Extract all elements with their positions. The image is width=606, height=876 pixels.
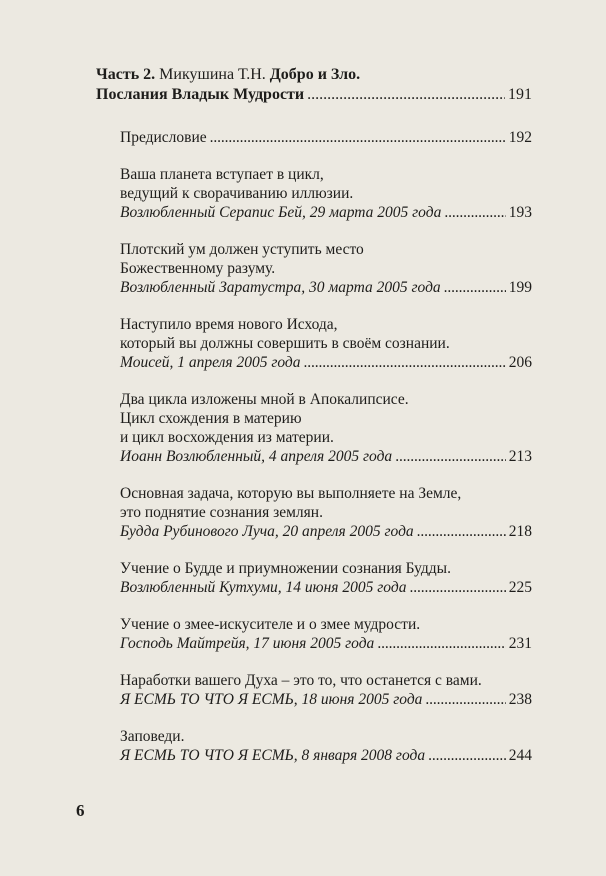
entry-attribution-row	[120, 447, 532, 466]
entry-title-line: это поднятие сознания землян.	[120, 504, 323, 521]
dot-leader	[425, 690, 505, 709]
entry-title-line: Ваша планета вступает в цикл,	[120, 166, 324, 183]
dot-leader	[395, 447, 506, 466]
entry-attribution-row	[120, 278, 532, 297]
entry-title-line: Два цикла изложены мной в Апокалипсисе.	[120, 391, 409, 408]
folio-page-number: 6	[76, 801, 85, 820]
entry-attribution: Предисловие	[120, 129, 207, 146]
author-name: Микушина Т.Н.	[159, 66, 266, 83]
dot-leader	[428, 746, 506, 765]
part-heading-line-2	[96, 85, 532, 105]
entry-attribution: Господь Майтрейя, 17 июня 2005 года	[120, 635, 375, 652]
book-title-line-2: Послания Владык Мудрости	[96, 86, 305, 103]
entry-title-line: Учение о Будде и приумножении сознания Будды.	[120, 560, 451, 577]
entry-attribution-row	[120, 353, 532, 372]
toc-entry	[120, 390, 532, 466]
page-number: 206	[508, 354, 532, 371]
page-number: 199	[508, 279, 532, 296]
toc-entry	[120, 484, 532, 541]
entry-title-line: Учение о змее-искусителе и о змее мудрости.	[120, 616, 421, 633]
entry-attribution-row	[120, 746, 532, 765]
entry-attribution-row	[120, 128, 532, 147]
entry-title-line: Наработки вашего Духа – это то, что останется с вами.	[120, 672, 482, 689]
dot-leader	[307, 85, 505, 105]
part-heading	[96, 65, 532, 105]
entry-title-line: Цикл схождения в материю	[120, 410, 302, 427]
entry-title-line: Божественному разуму.	[120, 260, 276, 277]
entry-title-line: Наступило время нового Исхода,	[120, 316, 338, 333]
page-number: 225	[508, 579, 532, 596]
entry-title-line: который вы должны совершить в своём сознании.	[120, 335, 450, 352]
entry-attribution: Иоанн Возлюбленный, 4 апреля 2005 года	[120, 448, 393, 465]
part-heading-line-1	[96, 65, 532, 85]
entry-attribution-row	[120, 634, 532, 653]
page-number: 213	[508, 448, 532, 465]
dot-leader	[377, 634, 505, 653]
entry-attribution-row	[120, 522, 532, 541]
contents-list	[120, 128, 532, 783]
entry-attribution-row	[120, 203, 532, 222]
dot-leader	[417, 522, 506, 541]
entry-title-line: Плотский ум должен уступить место	[120, 241, 364, 258]
toc-entry	[120, 615, 532, 653]
dot-leader	[210, 128, 506, 147]
entry-title-line: Заповеди.	[120, 728, 185, 745]
page-number: 192	[508, 129, 532, 146]
entry-attribution: Возлюбленный Серапис Бей, 29 марта 2005 года	[120, 204, 442, 221]
dot-leader	[444, 203, 505, 222]
entry-title-line: ведущий к сворачиванию иллюзии.	[120, 185, 354, 202]
toc-entry	[120, 240, 532, 297]
toc-entry	[120, 165, 532, 222]
entry-attribution: Возлюбленный Кутхуми, 14 июня 2005 года	[120, 579, 407, 596]
toc-entry	[120, 671, 532, 709]
dot-leader	[444, 278, 506, 297]
toc-entry	[120, 128, 532, 147]
entry-title-line: и цикл восхождения из материи.	[120, 429, 334, 446]
toc-entry	[120, 727, 532, 765]
toc-entry	[120, 559, 532, 597]
page-number: 218	[508, 523, 532, 540]
page-number: 244	[508, 747, 532, 764]
page-number: 231	[508, 635, 532, 652]
entry-attribution: Будда Рубинового Луча, 20 апреля 2005 года	[120, 523, 414, 540]
part-label: Часть 2.	[96, 66, 156, 83]
dot-leader	[304, 353, 506, 372]
dot-leader	[409, 578, 505, 597]
entry-attribution: Возлюбленный Заратустра, 30 марта 2005 года	[120, 279, 441, 296]
entry-attribution-row	[120, 690, 532, 709]
entry-attribution: Я ЕСМЬ ТО ЧТО Я ЕСМЬ, 8 января 2008 года	[120, 747, 426, 764]
entry-attribution: Я ЕСМЬ ТО ЧТО Я ЕСМЬ, 18 июня 2005 года	[120, 691, 423, 708]
entry-attribution-row	[120, 578, 532, 597]
toc-entry	[120, 315, 532, 372]
page-number: 238	[508, 691, 532, 708]
book-title-line-1: Добро и Зло.	[269, 66, 361, 83]
entry-title-line: Основная задача, которую вы выполняете на Земле,	[120, 485, 462, 502]
entry-attribution: Моисей, 1 апреля 2005 года	[120, 354, 301, 371]
page-number: 191	[508, 86, 532, 103]
page-number: 193	[508, 204, 532, 221]
